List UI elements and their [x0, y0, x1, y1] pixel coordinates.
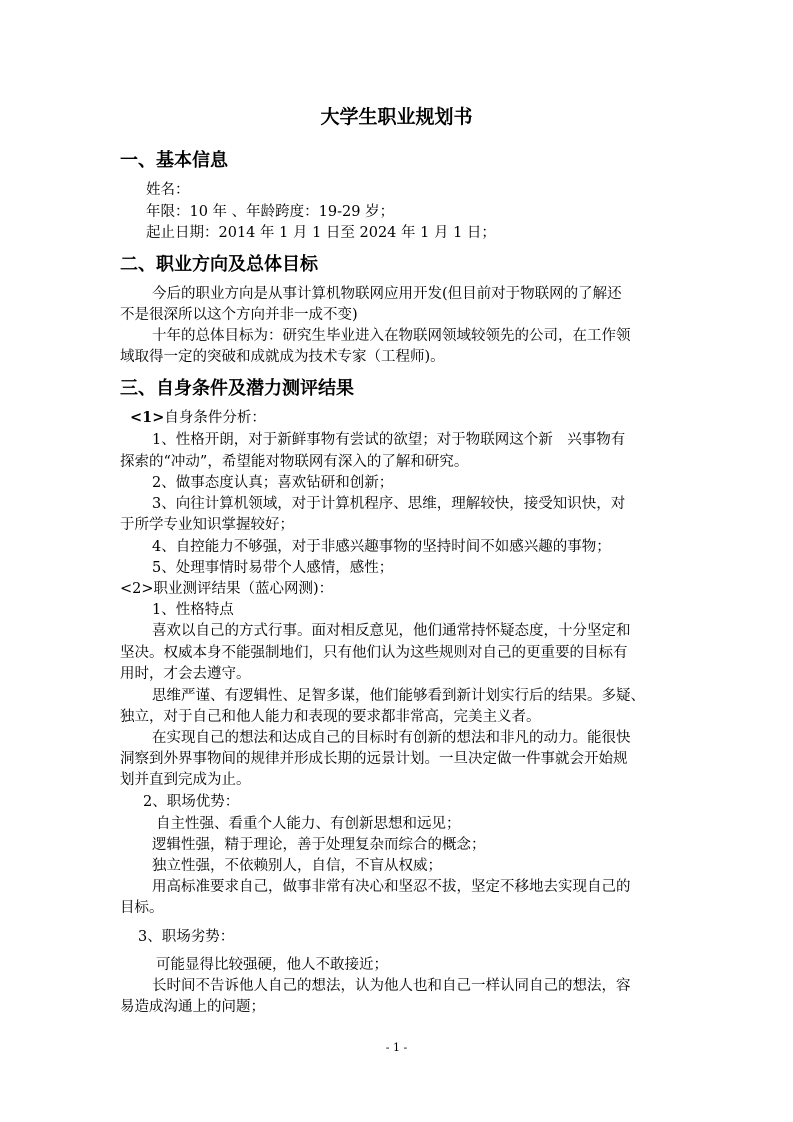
list-item: 4、自控能力不够强，对于非感兴趣事物的坚持时间不如感兴趣的事物； [152, 539, 611, 555]
list-item-continuation: 目标。 [120, 900, 164, 916]
list-item-continuation: 于所学专业知识掌握较好； [120, 517, 294, 533]
document-title: 大学生职业规划书 [320, 106, 473, 128]
paragraph-line: 喜欢以自己的方式行事。面对相反意见，他们通常持怀疑态度，十分坚定和 [152, 623, 631, 639]
paragraph-line: 思维严谨、有逻辑性、足智多谋，他们能够看到新计划实行后的结果。多疑、 [152, 688, 645, 704]
section-heading-self-assessment: 三、自身条件及潜力测评结果 [120, 378, 354, 399]
section-heading-basic-info: 一、基本信息 [120, 150, 228, 171]
subheading-traits: 1、性格特点 [152, 602, 234, 618]
list-item-continuation: 易造成沟通上的问题； [120, 999, 265, 1015]
subheading-self-analysis [130, 407, 266, 429]
list-item: 可能显得比较强硬，他人不敢接近； [156, 957, 388, 973]
list-item: 长时间不告诉他人自己的想法，认为他人也和自己一样认同自己的想法，容 [152, 978, 631, 994]
paragraph-line: 今后的职业方向是从事计算机物联网应用开发(但目前对于物联网的了解还 [152, 286, 622, 302]
list-item: 3、向往计算机领域，对于计算机程序、思维，理解较快，接受知识快，对 [152, 496, 626, 512]
years-line: 年限：10 年 、年龄跨度：19-29 岁； [146, 204, 395, 220]
subheading-disadvantages: 3、职场劣势： [138, 929, 235, 945]
list-item: 独立性强，不依赖别人，自信，不盲从权威； [152, 858, 442, 874]
subheading-text: 自身条件分析： [164, 410, 266, 426]
subheading-career-test: <2>职业测评结果（蓝心网测)： [120, 581, 334, 597]
paragraph-line: 坚决。权威本身不能强制地们，只有他们认为这些规则对自己的更重要的目标有 [120, 645, 628, 661]
paragraph-line: 独立，对于自己和他人能力和表现的要求都非常高，完美主义者。 [120, 709, 541, 725]
paragraph-line: 不是很深所以这个方向并非一成不变) [120, 307, 358, 323]
list-item: 用高标准要求自己，做事非常有决心和坚忍不拔，坚定不移地去实现自己的 [152, 879, 631, 895]
page-number: - 1 - [385, 1041, 408, 1054]
paragraph-line: 划并直到完成为止。 [120, 772, 251, 788]
paragraph-line: 洞察到外界事物间的规律并形成长期的远景计划。一旦决定做一件事就会开始规 [120, 751, 628, 767]
paragraph-line: 域取得一定的突破和成就成为技术专家（工程师)。 [120, 349, 445, 365]
list-item: 自主性强、看重个人能力、有创新思想和远见； [156, 816, 461, 832]
list-item-continuation: 探索的“冲动”，希望能对物联网有深入的了解和研究。 [120, 454, 469, 470]
paragraph-line: 在实现自己的想法和达成自己的目标时有创新的想法和非凡的动力。能很快 [152, 730, 631, 746]
paragraph-line: 用时，才会去遵守。 [120, 666, 251, 682]
list-item: 5、处理事情时易带个人感情，感性； [152, 560, 394, 576]
subheading-marker: <1> [130, 409, 165, 426]
section-heading-career-goal: 二、职业方向及总体目标 [120, 254, 318, 275]
dates-line: 起止日期：2014 年 1 月 1 日至 2024 年 1 月 1 日； [146, 225, 496, 241]
name-line: 姓名： [146, 182, 190, 198]
list-item: 逻辑性强，精于理论，善于处理复杂而综合的概念； [152, 837, 486, 853]
subheading-advantages: 2、职场优势： [143, 794, 240, 810]
list-item: 1、性格开朗，对于新鲜事物有尝试的欲望；对于物联网这个新 兴事物有 [152, 432, 626, 448]
paragraph-line: 十年的总体目标为：研究生毕业进入在物联网领域较领先的公司，在工作领 [152, 328, 631, 344]
list-item: 2、做事态度认真；喜欢钻研和创新； [152, 475, 394, 491]
